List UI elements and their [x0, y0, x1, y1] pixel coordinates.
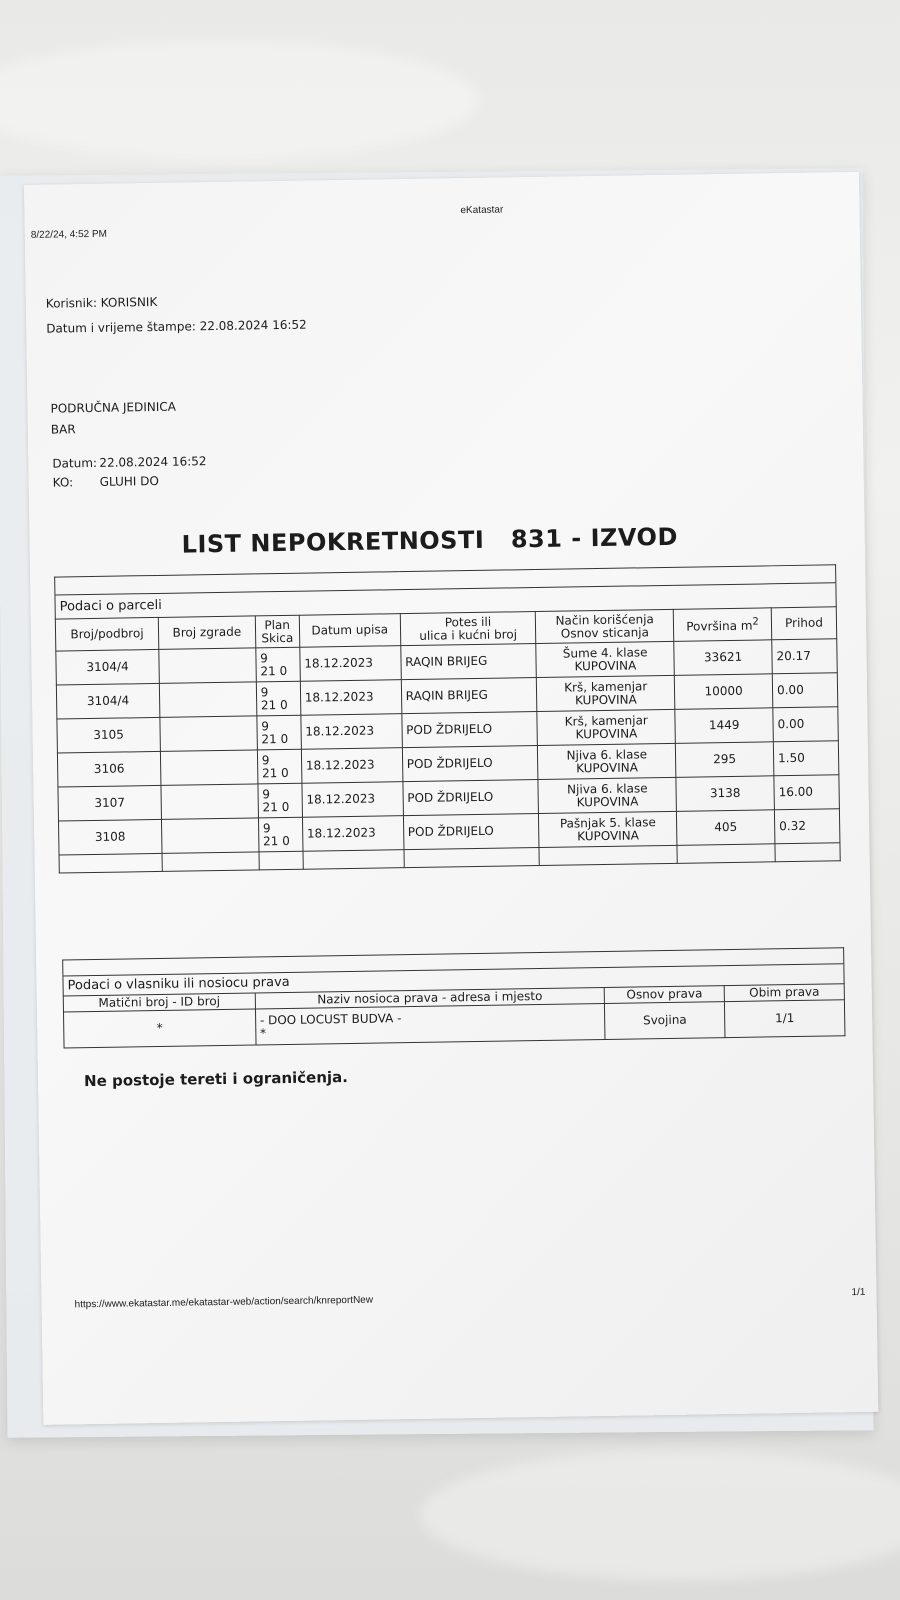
- parcel-potes: POD ŽDRIJELO: [402, 745, 538, 781]
- col-potes: [400, 612, 536, 646]
- parcel-povrsina: 33621: [674, 640, 772, 676]
- col-datum: Datum upisa: [299, 614, 400, 648]
- parcel-povrsina: 405: [677, 810, 775, 846]
- parcel-plan: [257, 749, 302, 784]
- parcel-datum: 18.12.2023: [300, 680, 401, 716]
- col-osnov: Osnov prava: [604, 986, 724, 1004]
- parcel-nacin-text: Krš, kamenjar: [564, 678, 648, 695]
- parcel-osnov: KUPOVINA: [576, 793, 639, 809]
- col-plan-1: Plan: [264, 617, 291, 632]
- print-time-line: Datum i vrijeme štampe: 22.08.2024 16:52: [46, 317, 307, 336]
- col-zgrada: Broj zgrade: [158, 616, 255, 650]
- parcel-osnov: KUPOVINA: [576, 759, 638, 775]
- owner-table: [62, 947, 845, 1048]
- col-povrsina-sup: 2: [752, 616, 759, 628]
- col-obim: Obim prava: [724, 984, 844, 1002]
- parcel-nacin: [537, 709, 675, 745]
- parcel-prihod: 20.17: [772, 639, 838, 674]
- parcel-nacin: [538, 777, 676, 813]
- parcel-prihod: 16.00: [774, 775, 840, 810]
- parcel-zgrada: [159, 648, 256, 684]
- owner-obim: 1/1: [725, 1000, 845, 1038]
- parcel-nacin-text: Njiva 6. klase: [566, 746, 648, 763]
- parcel-nacin-text: Šume 4. klase: [562, 644, 648, 661]
- footer-page: 1/1: [851, 1286, 866, 1299]
- parcel-datum: 18.12.2023: [302, 816, 403, 852]
- parcel-prihod: 0.32: [774, 809, 840, 844]
- col-potes-2: ulica i kućni broj: [419, 626, 518, 643]
- parcel-nacin: [537, 675, 675, 711]
- parcel-nacin: [538, 743, 676, 779]
- owner-naziv: [255, 1003, 605, 1044]
- parcel-plan: [256, 681, 301, 716]
- footer-url: https://www.ekatastar.me/ekatastar-web/action/search/knreportNew: [74, 1294, 374, 1311]
- encumbrance-note: Ne postoje tereti i ograničenja.: [83, 1068, 349, 1091]
- parcel-broj: 3106: [57, 751, 160, 787]
- parcel-nacin-text: Krš, kamenjar: [564, 712, 648, 729]
- parcel-osnov: KUPOVINA: [577, 827, 640, 843]
- parcel-nacin: [539, 811, 677, 847]
- fabric-fold: [420, 1450, 900, 1580]
- parcel-povrsina: 1449: [675, 708, 773, 744]
- col-povrsina: [673, 608, 771, 642]
- datum-label: Datum:: [52, 455, 98, 471]
- parcel-datum: 18.12.2023: [301, 714, 402, 750]
- parcel-plan-num: 9: [261, 718, 270, 733]
- parcel-plan-num: 9: [261, 752, 270, 767]
- fabric-fold: [0, 40, 480, 160]
- parcel-plan: [258, 817, 303, 852]
- col-naziv: Naziv nosioca prava - adresa i mjesto: [255, 987, 605, 1008]
- site-name: eKatastar: [460, 204, 504, 217]
- parcel-broj: 3107: [58, 785, 161, 821]
- document-title: LIST NEPOKRETNOSTI 831 - IZVOD: [181, 522, 679, 559]
- parcel-skica: 21 0: [261, 765, 289, 780]
- col-broj: Broj/podbroj: [55, 617, 158, 651]
- col-nacin-2: Osnov sticanja: [560, 624, 650, 641]
- parcel-datum: 18.12.2023: [302, 782, 403, 818]
- parcel-zgrada: [160, 716, 257, 752]
- parcel-datum: 18.12.2023: [301, 748, 402, 784]
- parcel-broj: 3104/4: [56, 649, 159, 685]
- parcel-broj: 3104/4: [56, 683, 159, 719]
- parcel-zgrada: [161, 818, 258, 854]
- parcel-plan: [256, 647, 301, 682]
- print-datetime: 8/22/24, 4:52 PM: [30, 228, 108, 241]
- parcel-potes: RAQIN BRIJEG: [401, 678, 537, 714]
- parcel-nacin-text: Pašnjak 5. klase: [559, 814, 656, 831]
- parcel-skica: 21 0: [261, 731, 289, 746]
- parcel-potes: POD ŽDRIJELO: [403, 813, 539, 849]
- parcel-skica: 21 0: [262, 799, 290, 814]
- parcel-datum: 18.12.2023: [300, 646, 401, 682]
- parcel-povrsina: 10000: [674, 674, 772, 710]
- parcel-nacin: [536, 641, 674, 677]
- unit-name: BAR: [50, 422, 76, 437]
- parcel-plan: [258, 783, 303, 818]
- col-plan: [255, 615, 299, 648]
- parcel-povrsina: 295: [676, 742, 774, 778]
- parcel-potes: POD ŽDRIJELO: [401, 712, 537, 748]
- parcel-broj: 3105: [57, 717, 160, 753]
- parcel-zgrada: [160, 750, 257, 786]
- parcel-plan: [257, 715, 302, 750]
- parcel-table: [54, 564, 841, 873]
- owner-naziv-1: - DOO LOCUST BUDVA -: [259, 1010, 402, 1027]
- parcel-prihod: 0.00: [772, 673, 838, 708]
- parcel-plan-num: 9: [260, 650, 268, 665]
- parcel-osnov: KUPOVINA: [575, 725, 638, 741]
- parcel-zgrada: [159, 682, 256, 718]
- parcel-prihod: 1.50: [773, 741, 839, 776]
- parcel-osnov: KUPOVINA: [574, 657, 637, 673]
- ko-label: KO:: [52, 475, 74, 490]
- col-plan-2: Skica: [261, 630, 294, 645]
- col-nacin-1: Način korišćenja: [555, 611, 654, 628]
- parcel-osnov: KUPOVINA: [574, 691, 637, 707]
- parcel-povrsina: 3138: [676, 776, 774, 812]
- parcel-plan-num: 9: [260, 684, 269, 699]
- col-maticni: Matični broj - ID broj: [63, 993, 255, 1012]
- col-prihod: Prihod: [771, 607, 836, 640]
- parcel-prihod: 0.00: [773, 707, 839, 742]
- parcel-caption: Podaci o parceli: [55, 583, 836, 619]
- document-page: [24, 172, 878, 1425]
- parcel-potes: POD ŽDRIJELO: [403, 779, 539, 815]
- col-potes-1: Potes ili: [444, 614, 492, 629]
- parcel-skica: 21 0: [260, 697, 288, 712]
- parcel-skica: 21 0: [260, 663, 288, 678]
- parcel-plan-num: 9: [262, 786, 271, 801]
- owner-caption: Podaci o vlasniku ili nosiocu prava: [63, 964, 844, 996]
- parcel-rows: [56, 639, 840, 855]
- parcel-skica: 21 0: [262, 833, 290, 848]
- parcel-nacin-text: Njiva 6. klase: [566, 780, 648, 797]
- owner-maticni: *: [63, 1009, 255, 1048]
- parcel-broj: 3108: [58, 819, 161, 855]
- parcel-plan-num: 9: [262, 820, 271, 835]
- parcel-potes: RAQIN BRIJEG: [400, 644, 536, 680]
- col-povrsina-label: Površina m: [686, 618, 753, 634]
- datum-value: 22.08.2024 16:52: [99, 454, 207, 470]
- owner-osnov: Svojina: [605, 1002, 725, 1040]
- ko-value: GLUHI DO: [99, 473, 160, 489]
- user-line: Korisnik: KORISNIK: [45, 294, 158, 311]
- parcel-zgrada: [161, 784, 258, 820]
- unit-label: PODRUČNA JEDINICA: [50, 399, 177, 416]
- owner-naziv-2: *: [259, 1025, 267, 1040]
- col-nacin: [536, 609, 674, 643]
